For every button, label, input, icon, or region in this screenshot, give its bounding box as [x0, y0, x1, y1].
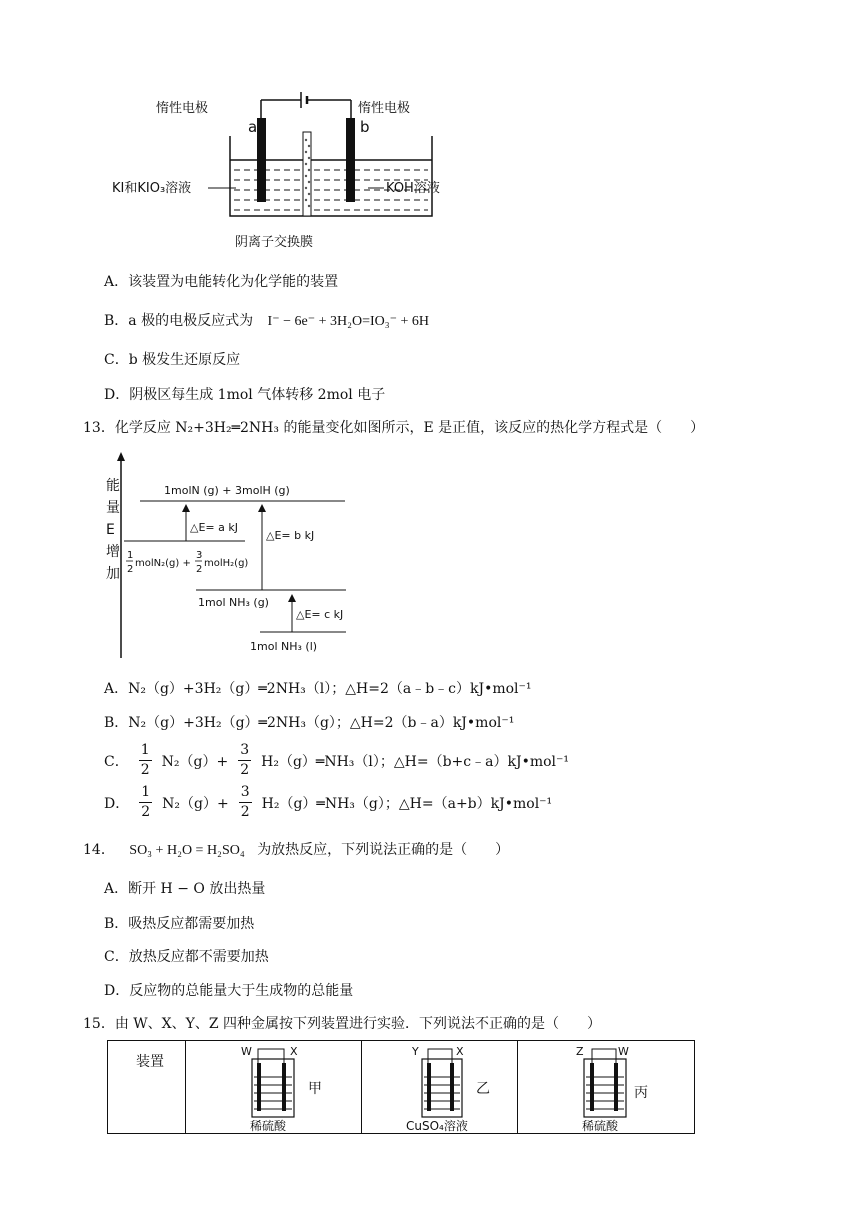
q15-stem: 15．由 W、X、Y、Z 四种金属按下列装置进行实验．下列说法不正确的是（ ） — [83, 1016, 602, 1032]
yi-right-metal: X — [456, 1045, 464, 1058]
q13-stem: 13．化学反应 N₂+3H₂═2NH₃ 的能量变化如图所示，E 是正值，该反应的热化学方程式是（ ） — [83, 420, 705, 436]
q13-option-d[interactable] — [104, 783, 552, 822]
q12-option-d[interactable]: D．阴极区每生成 1mol 气体转移 2mol 电子 — [104, 387, 386, 403]
q13-option-c-frac2: $\frac{3}{2}$ — [240, 742, 250, 778]
bing-left-metal: Z — [576, 1045, 584, 1058]
q14-option-b[interactable]: B．吸热反应都需要加热 — [104, 916, 255, 932]
energy-level-diagram — [100, 452, 360, 662]
membrane-label: 阴离子交换膜 — [235, 235, 314, 250]
right-solution-label: KOH溶液 — [386, 181, 440, 196]
right-electrode-label: 惰性电极 — [358, 101, 411, 116]
yi-left-metal: Y — [412, 1045, 419, 1058]
q13-option-d-text1: N₂（g）+ — [162, 795, 229, 812]
left-electrode-label: 惰性电极 — [156, 101, 209, 116]
reactant-mid-label: molN₂(g) + — [135, 558, 191, 569]
q14-option-a[interactable]: A．断开 H − O 放出热量 — [104, 881, 266, 897]
electrode-b-label: b — [360, 118, 370, 136]
left-solution-label: KI和KIO₃溶液 — [112, 181, 192, 196]
q13-option-d-frac1: $\frac{1}{2}$ — [141, 784, 151, 820]
energy-diagram — [100, 452, 360, 662]
delta-a-label: △E= a kJ — [190, 521, 238, 534]
q15-apparatus-table — [107, 1040, 695, 1134]
apparatus-yi — [362, 1041, 518, 1133]
table-header-label: 装置 — [136, 1054, 164, 1070]
bing-name: 丙 — [634, 1085, 648, 1101]
apparatus-bing-diagram — [518, 1041, 694, 1133]
q13-option-c-text2: H₂（g）═NH₃（l）；△H=（b+c﹣a）kJ•mol⁻¹ — [261, 753, 570, 770]
apparatus-bing — [518, 1041, 694, 1133]
q13-option-c-label: C． — [104, 753, 129, 770]
bing-right-metal: W — [618, 1045, 629, 1058]
bing-solution: 稀硫酸 — [582, 1119, 619, 1133]
reactant-frac2-num: 3 — [196, 550, 203, 561]
y-label-2: 量 — [106, 500, 120, 516]
nh3-gas-label: 1mol NH₃ (g) — [198, 596, 269, 609]
q13-option-b[interactable]: B．N₂（g）+3H₂（g）═2NH₃（g）；△H=2（b﹣a）kJ•mol⁻¹ — [104, 715, 515, 731]
delta-b-label: △E= b kJ — [266, 529, 315, 542]
electrode-a — [257, 118, 266, 202]
reactant-frac1-num: 1 — [127, 550, 134, 561]
q13-option-c[interactable] — [104, 741, 569, 780]
q14-option-d[interactable]: D．反应物的总能量大于生成物的总能量 — [104, 983, 354, 999]
y-label-4: 增 — [106, 544, 120, 560]
reactant-frac2-den: 2 — [196, 564, 203, 575]
q14-option-c[interactable]: C．放热反应都不需要加热 — [104, 949, 269, 965]
table-header-cell — [108, 1041, 186, 1133]
apparatus-jia-diagram — [186, 1041, 362, 1133]
level-top-label: 1molN (g) + 3molH (g) — [164, 484, 290, 497]
jia-solution: 稀硫酸 — [250, 1119, 287, 1133]
q12-option-b-prefix: B．a 极的电极反应式为 — [104, 313, 254, 329]
reactant-end-label: molH₂(g) — [204, 558, 249, 569]
q14-stem — [83, 839, 509, 859]
q13-option-d-frac2: $\frac{3}{2}$ — [240, 784, 250, 820]
yi-solution: CuSO₄溶液 — [406, 1119, 468, 1133]
q12-option-a[interactable]: A．该装置为电能转化为化学能的装置 — [104, 274, 339, 290]
q13-option-d-text2: H₂（g）═NH₃（g）；△H=（a+b）kJ•mol⁻¹ — [261, 795, 553, 812]
q12-option-b-formula: I⁻ − 6e⁻ + 3H₂O=IO₃⁻ + 6H — [267, 314, 430, 329]
jia-left-metal: W — [241, 1045, 252, 1058]
nh3-liquid-label: 1mol NH₃ (l) — [250, 640, 318, 653]
y-label-5: 加 — [106, 566, 120, 582]
y-label-3: E — [106, 522, 115, 538]
anion-exchange-membrane — [303, 132, 311, 216]
electrolysis-figure — [110, 88, 470, 260]
electrolysis-diagram — [110, 88, 470, 260]
y-label-1: 能 — [106, 478, 120, 494]
apparatus-jia — [186, 1041, 362, 1133]
electrode-a-label: a — [248, 118, 258, 136]
apparatus-yi-diagram — [362, 1041, 518, 1133]
q13-option-c-frac1: $\frac{1}{2}$ — [140, 742, 150, 778]
q14-formula: SO₃ + H₂O = H₂SO₄ — [129, 843, 245, 858]
q14-stem-rest: 为放热反应，下列说法正确的是（ ） — [257, 842, 510, 858]
q12-option-c[interactable]: C．b 极发生还原反应 — [104, 352, 241, 368]
electrode-b — [346, 118, 355, 202]
q13-option-c-text1: N₂（g）+ — [161, 753, 229, 770]
delta-c-label: △E= c kJ — [296, 608, 344, 621]
jia-name: 甲 — [308, 1081, 322, 1097]
q13-option-d-label: D． — [104, 795, 130, 812]
q14-number: 14． — [83, 842, 115, 858]
q12-option-b[interactable] — [104, 310, 429, 330]
reactant-frac1-den: 2 — [127, 564, 134, 575]
yi-name: 乙 — [476, 1081, 490, 1097]
jia-right-metal: X — [290, 1045, 298, 1058]
q13-option-a[interactable]: A．N₂（g）+3H₂（g）═2NH₃（l）；△H=2（a﹣b﹣c）kJ•mol⁻¹ — [104, 681, 532, 697]
